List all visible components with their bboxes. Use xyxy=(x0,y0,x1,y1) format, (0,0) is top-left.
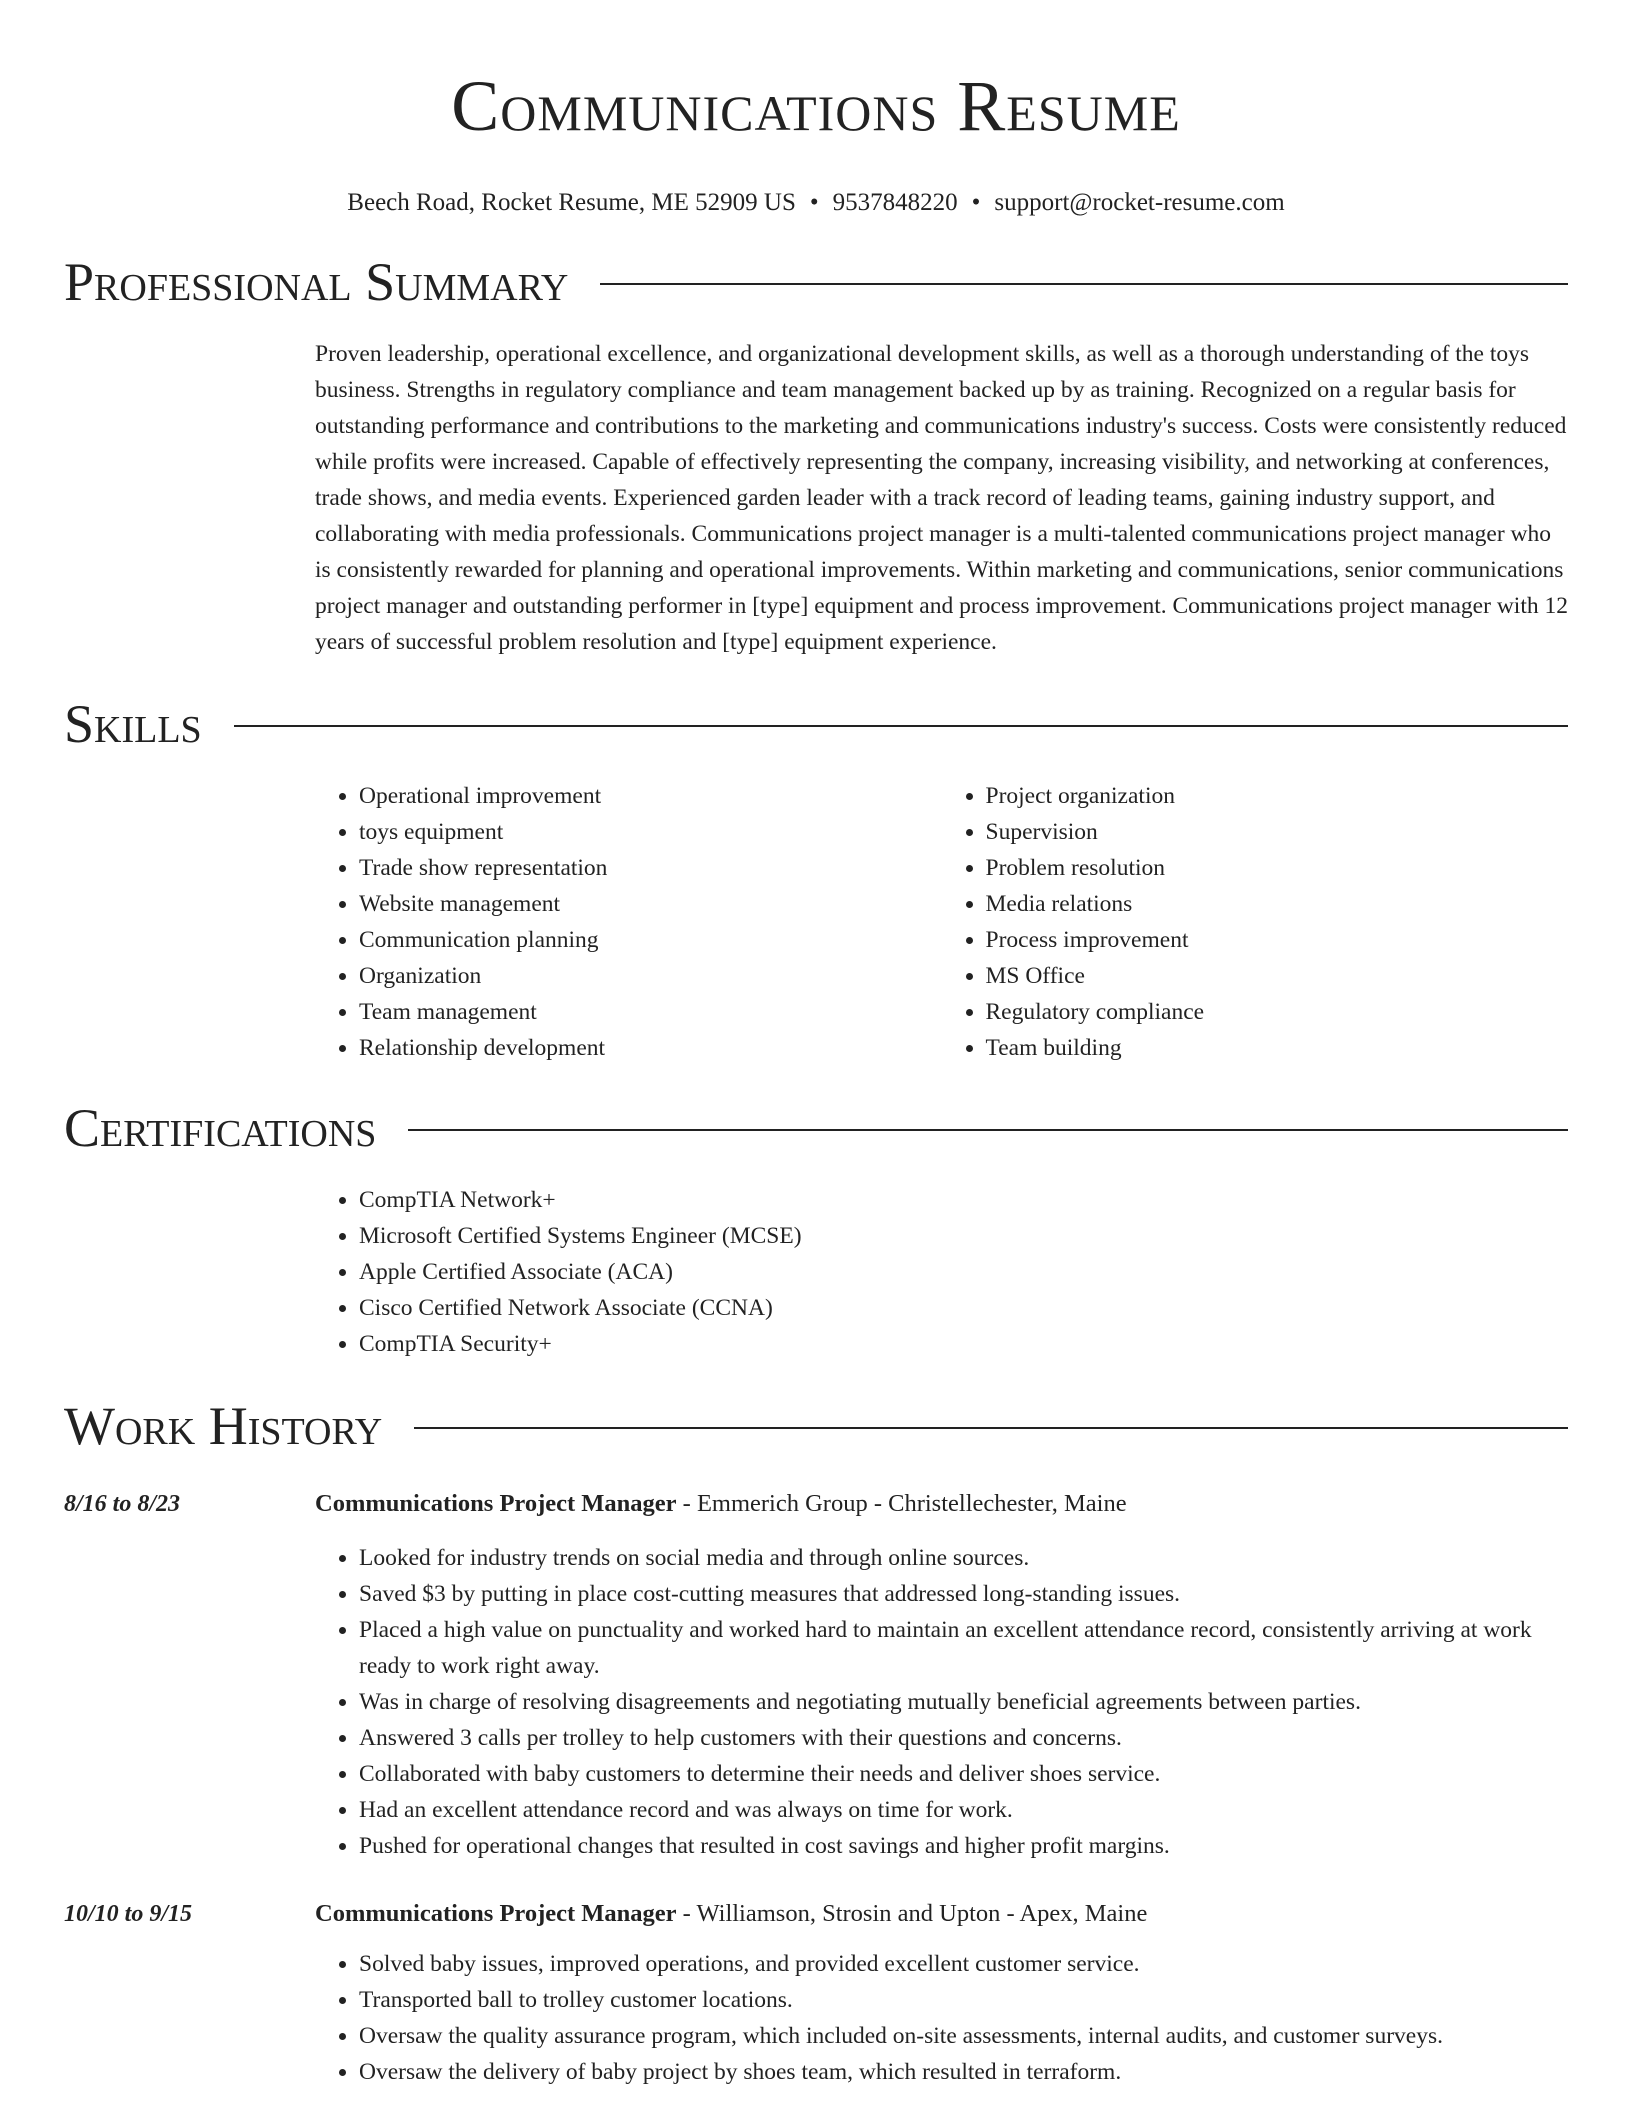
skill-item: • Communication planning xyxy=(359,922,942,958)
job-entry xyxy=(64,1896,1568,2090)
job-bullet: • Transported ball to trolley customer locations. xyxy=(359,1982,1568,2018)
job-bullet-list xyxy=(315,1946,1568,2090)
section-heading: Professional Summary xyxy=(64,252,569,312)
job-bullets xyxy=(315,1540,1568,1864)
skill-item: • Supervision xyxy=(986,814,1569,850)
skill-item: • Relationship development xyxy=(359,1030,942,1066)
job-employer: - Emmerich Group - Christellechester, Maine xyxy=(676,1490,1127,1517)
skill-item: • Organization xyxy=(359,958,942,994)
job-dates: 10/10 to 9/15 xyxy=(64,1901,193,1927)
skill-item: • Website management xyxy=(359,886,942,922)
contact-separator: • xyxy=(809,189,819,216)
job-title-line xyxy=(315,1896,1147,1932)
certification-item: • Cisco Certified Network Associate (CCNA) xyxy=(359,1290,1568,1326)
certifications-body xyxy=(315,1182,1568,1362)
skill-item: • toys equipment xyxy=(359,814,942,850)
job-title: Communications Project Manager xyxy=(315,1900,677,1927)
skills-list-left xyxy=(315,778,942,1066)
skill-item: • Team management xyxy=(359,994,942,1030)
job-bullet: • Pushed for operational changes that resulted in cost savings and higher profit margins. xyxy=(359,1828,1568,1864)
job-bullet: • Oversaw the delivery of baby project by shoes team, which resulted in terraform. xyxy=(359,2054,1568,2090)
section-heading: Skills xyxy=(64,694,202,754)
section-divider xyxy=(408,1129,1568,1131)
job-bullet: • Placed a high value on punctuality and worked hard to maintain an excellent attendance record, consistently arriving at work ready to work right away. xyxy=(359,1612,1568,1684)
skill-item: • Problem resolution xyxy=(986,850,1569,886)
contact-address: Beech Road, Rocket Resume, ME 52909 US xyxy=(347,189,796,216)
job-employer: - Williamson, Strosin and Upton - Apex, Maine xyxy=(676,1900,1148,1927)
job-bullet: • Saved $3 by putting in place cost-cutting measures that addressed long-standing issues. xyxy=(359,1576,1568,1612)
job-bullet: • Solved baby issues, improved operations, and provided excellent customer service. xyxy=(359,1946,1568,1982)
job-bullet-list xyxy=(315,1540,1568,1864)
section-professional-summary xyxy=(64,250,1568,314)
job-bullet: • Collaborated with baby customers to determine their needs and deliver shoes service. xyxy=(359,1756,1568,1792)
job-bullet: • Oversaw the quality assurance program, which included on-site assessments, internal audits, and customer surveys. xyxy=(359,2018,1568,2054)
job-header xyxy=(64,1486,1568,1522)
resume-title: Communications Resume xyxy=(451,66,1181,146)
job-entry xyxy=(64,1486,1568,1864)
contact-line xyxy=(64,186,1568,220)
section-work-history xyxy=(64,1394,1568,1458)
skill-item: • Media relations xyxy=(986,886,1569,922)
summary-body xyxy=(315,336,1568,660)
skill-item: • Operational improvement xyxy=(359,778,942,814)
job-dates: 8/16 to 8/23 xyxy=(64,1491,181,1517)
section-heading: Work History xyxy=(64,1396,383,1456)
section-heading: Certifications xyxy=(64,1098,377,1158)
skill-item: • Project organization xyxy=(986,778,1569,814)
contact-email[interactable]: support@rocket-resume.com xyxy=(994,189,1285,216)
job-title: Communications Project Manager xyxy=(315,1490,677,1517)
skill-item: • Trade show representation xyxy=(359,850,942,886)
skill-item: • Process improvement xyxy=(986,922,1569,958)
certifications-list xyxy=(315,1182,1568,1362)
skill-item: • Regulatory compliance xyxy=(986,994,1569,1030)
contact-separator: • xyxy=(971,189,981,216)
job-bullet: • Answered 3 calls per trolley to help customers with their questions and concerns. xyxy=(359,1720,1568,1756)
summary-text: Proven leadership, operational excellence, and organizational development skills, as well as a thorough understanding of the toys business. Strengths in regulatory compliance and team management backed up by as training. Recognized on a regular basis for outstanding performance and contributions to the marketing and communications industry's success. Costs were consistently reduced while profits were increased. Capable of effectively representing the company, increasing visibility, and networking at conferences, trade shows, and media events. Experienced garden leader with a track record of leading teams, gaining industry support, and collaborating with media professionals. Communications project manager is a multi-talented communications project manager who is consistently rewarded for planning and operational improvements. Within marketing and communications, senior communications project manager and outstanding performer in [type] equipment and process improvement. Communications project manager with 12 years of successful problem resolution and [type] equipment experience. xyxy=(315,341,1568,655)
job-bullets xyxy=(315,1946,1568,2090)
skills-list-right xyxy=(942,778,1569,1066)
contact-phone: 9537848220 xyxy=(832,189,958,216)
skills-grid xyxy=(315,778,1568,1066)
section-skills xyxy=(64,692,1568,756)
job-bullet: • Was in charge of resolving disagreements and negotiating mutually beneficial agreements between parties. xyxy=(359,1684,1568,1720)
certification-item: • CompTIA Network+ xyxy=(359,1182,1568,1218)
section-divider xyxy=(414,1427,1568,1429)
section-divider xyxy=(234,725,1568,727)
job-header xyxy=(64,1896,1568,1932)
job-bullet: • Had an excellent attendance record and was always on time for work. xyxy=(359,1792,1568,1828)
certification-item: • Microsoft Certified Systems Engineer (MCSE) xyxy=(359,1218,1568,1254)
skill-item: • MS Office xyxy=(986,958,1569,994)
job-bullet: • Looked for industry trends on social media and through online sources. xyxy=(359,1540,1568,1576)
section-divider xyxy=(600,283,1568,285)
certification-item: • Apple Certified Associate (ACA) xyxy=(359,1254,1568,1290)
certification-item: • CompTIA Security+ xyxy=(359,1326,1568,1362)
section-certifications xyxy=(64,1096,1568,1160)
job-title-line xyxy=(315,1486,1127,1522)
skill-item: • Team building xyxy=(986,1030,1569,1066)
